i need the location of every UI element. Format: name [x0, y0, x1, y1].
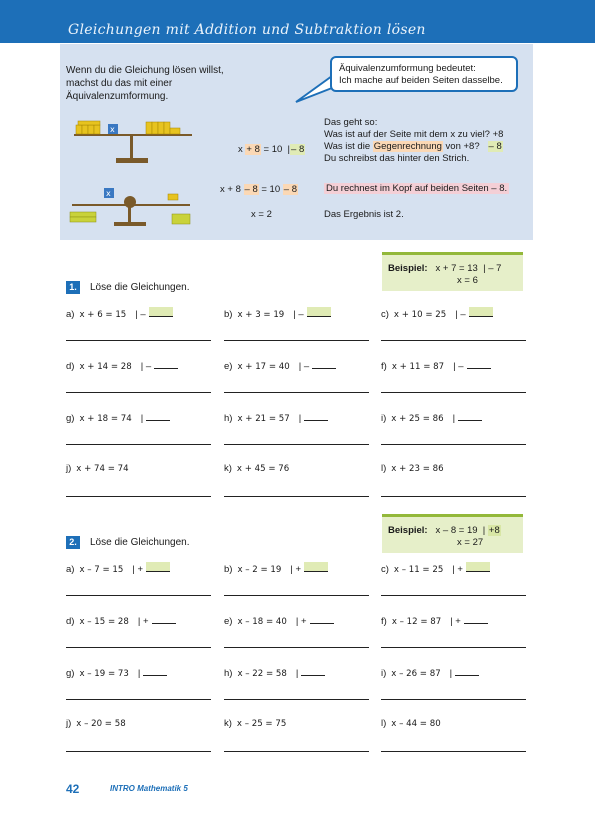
exercise-letter: i) [381, 413, 387, 424]
exercise-item [381, 307, 493, 320]
exercise-letter: d) [66, 361, 75, 372]
answer-blank[interactable] [143, 666, 167, 676]
exercise-item [381, 718, 441, 729]
balance-scale-icon [68, 118, 198, 166]
answer-blank[interactable] [154, 359, 178, 369]
exercise-item [224, 359, 336, 372]
svg-text:x: x [110, 125, 115, 134]
exercise-equation: x + 17 = 40 [237, 362, 290, 372]
answer-line[interactable] [66, 647, 211, 648]
exercise-operator: | [137, 668, 141, 679]
exercise-item [381, 614, 488, 627]
exercise-item [224, 718, 286, 729]
exercise-equation: x + 6 = 15 [79, 310, 127, 320]
exercise-equation: x – 25 = 75 [236, 719, 287, 729]
answer-line[interactable] [224, 392, 369, 393]
speech-bubble [330, 56, 518, 92]
exercise-item [66, 411, 170, 424]
task-number-badge: 1. [66, 281, 80, 294]
answer-blank[interactable] [310, 614, 334, 624]
exercise-item [224, 463, 289, 474]
exercise-operator: | + [450, 616, 461, 627]
answer-blank[interactable] [307, 307, 331, 317]
exercise-letter: h) [224, 668, 233, 679]
answer-blank[interactable] [464, 614, 488, 624]
intro-text [66, 64, 224, 103]
answer-line[interactable] [66, 444, 211, 445]
answer-line[interactable] [224, 595, 369, 596]
exercise-equation: x + 10 = 25 [393, 310, 447, 320]
exercise-letter: k) [224, 463, 232, 474]
exercise-operator: | + [132, 564, 144, 575]
answer-line[interactable] [381, 595, 526, 596]
answer-line[interactable] [224, 647, 369, 648]
exercise-letter: e) [224, 361, 233, 372]
exercise-equation: x + 14 = 28 [79, 362, 132, 372]
example-box-1: Beispiel: x + 7 = 13 | – 7 x = 6 [382, 252, 523, 291]
exercise-operator: | + [137, 616, 149, 627]
exercise-letter: g) [66, 668, 75, 679]
exercise-item [381, 562, 490, 575]
answer-blank[interactable] [469, 307, 493, 317]
answer-blank[interactable] [467, 359, 491, 369]
exercise-equation: x – 22 = 58 [237, 669, 287, 679]
answer-line[interactable] [381, 392, 526, 393]
answer-blank[interactable] [149, 307, 173, 317]
answer-line[interactable] [224, 751, 369, 752]
answer-line[interactable] [66, 496, 211, 497]
exercise-item [224, 411, 328, 424]
answer-blank[interactable] [466, 562, 490, 572]
answer-blank[interactable] [301, 666, 325, 676]
task-title: Löse die Gleichungen. [90, 282, 190, 293]
exercise-letter: f) [381, 616, 387, 627]
intro-explanation-calc: Du rechnest im Kopf auf beiden Seiten – 8. [326, 183, 508, 194]
book-title: INTRO Mathematik 5 [110, 784, 188, 793]
exercise-operator: | [295, 668, 299, 679]
exercise-operator: | [140, 413, 144, 424]
exercise-item [381, 666, 479, 679]
task-2-heading [66, 536, 190, 549]
balance-scale-result-icon [64, 184, 194, 234]
exercise-operator: | – [455, 309, 466, 320]
answer-line[interactable] [381, 699, 526, 700]
intro-explanation-result: Das Ergebnis ist 2. [324, 209, 404, 220]
exercise-operator: | + [290, 564, 302, 575]
exercise-equation: x – 15 = 28 [79, 617, 129, 627]
answer-line[interactable] [381, 340, 526, 341]
exercise-letter: i) [381, 668, 387, 679]
exercise-item [224, 307, 331, 320]
exercise-item [224, 562, 328, 575]
header-bar [0, 0, 595, 43]
exercise-letter: b) [224, 309, 233, 320]
exercise-equation: x + 45 = 76 [236, 464, 290, 474]
exercise-item [224, 614, 334, 627]
intro-line-1: Wenn du die Gleichung lösen willst, [66, 65, 224, 76]
exercise-letter: f) [381, 361, 387, 372]
svg-text:x: x [106, 189, 111, 198]
exercise-operator: | – [135, 309, 146, 320]
exercise-operator: | – [140, 361, 152, 372]
answer-blank[interactable] [146, 562, 170, 572]
exercise-equation: x + 21 = 57 [237, 414, 290, 424]
exercise-letter: h) [224, 413, 233, 424]
exercise-operator: | [449, 668, 453, 679]
intro-equation-1: x + 8 = 10 |– 8 [238, 144, 305, 155]
intro-equation-3: x = 2 [251, 209, 272, 220]
exercise-operator: | – [453, 361, 464, 372]
answer-blank[interactable] [304, 411, 328, 421]
exercise-equation: x – 12 = 87 [391, 617, 442, 627]
page-title: Gleichungen mit Addition und Subtraktion lösen [68, 22, 426, 38]
exercise-letter: b) [224, 564, 233, 575]
exercise-operator: | – [293, 309, 304, 320]
exercise-equation: x – 7 = 15 [79, 565, 124, 575]
page-number: 42 [66, 782, 80, 796]
answer-blank[interactable] [458, 411, 482, 421]
exercise-letter: c) [381, 564, 389, 575]
intro-line-2: machst du das mit einer [66, 78, 173, 89]
exercise-equation: x + 25 = 86 [391, 414, 444, 424]
answer-blank[interactable] [152, 614, 176, 624]
exercise-item [66, 562, 170, 575]
exercise-letter: j) [66, 718, 72, 729]
answer-line[interactable] [381, 496, 526, 497]
exercise-letter: j) [66, 463, 72, 474]
exercise-equation: x + 3 = 19 [237, 310, 285, 320]
answer-line[interactable] [381, 751, 526, 752]
bubble-line-1: Äquivalenzumformung bedeutet: [339, 63, 476, 74]
exercise-equation: x – 44 = 80 [391, 719, 441, 729]
exercise-letter: l) [381, 718, 387, 729]
bubble-line-2: Ich mache auf beiden Seiten dasselbe. [339, 75, 503, 86]
exercise-equation: x + 23 = 86 [391, 464, 444, 474]
exercise-item [224, 666, 325, 679]
intro-box [60, 44, 533, 240]
exercise-equation: x – 18 = 40 [237, 617, 287, 627]
task-title: Löse die Gleichungen. [90, 537, 190, 548]
exercise-letter: a) [66, 564, 75, 575]
exercise-item [66, 666, 167, 679]
answer-line[interactable] [66, 699, 211, 700]
exercise-item [381, 463, 444, 474]
exercise-operator: | + [452, 564, 463, 575]
answer-blank[interactable] [304, 562, 328, 572]
exercise-equation: x + 11 = 87 [391, 362, 445, 372]
exercise-item [66, 463, 129, 474]
exercise-letter: g) [66, 413, 75, 424]
exercise-letter: c) [381, 309, 389, 320]
exercise-item [381, 359, 491, 372]
exercise-item [66, 359, 178, 372]
example-box-2: Beispiel: x – 8 = 19 | +8 x = 27 [382, 514, 523, 553]
answer-line[interactable] [66, 595, 211, 596]
exercise-letter: e) [224, 616, 233, 627]
exercise-equation: x – 11 = 25 [393, 565, 444, 575]
task-number-badge: 2. [66, 536, 80, 549]
intro-equation-2: x + 8 – 8 = 10 – 8 [220, 184, 297, 195]
exercise-equation: x + 74 = 74 [76, 464, 129, 474]
exercise-operator: | – [298, 361, 310, 372]
exercise-operator: | + [295, 616, 307, 627]
answer-blank[interactable] [146, 411, 170, 421]
exercise-item [66, 307, 173, 320]
exercise-operator: | [452, 413, 456, 424]
exercise-item [66, 614, 176, 627]
exercise-equation: x – 20 = 58 [76, 719, 126, 729]
exercise-letter: k) [224, 718, 232, 729]
task-1-heading [66, 281, 190, 294]
answer-line[interactable] [66, 751, 211, 752]
exercise-item [381, 411, 482, 424]
exercise-equation: x – 2 = 19 [237, 565, 282, 575]
exercise-letter: a) [66, 309, 75, 320]
answer-line[interactable] [224, 496, 369, 497]
exercise-letter: d) [66, 616, 75, 627]
answer-line[interactable] [381, 647, 526, 648]
answer-blank[interactable] [455, 666, 479, 676]
exercise-operator: | [298, 413, 302, 424]
exercise-equation: x + 18 = 74 [79, 414, 132, 424]
answer-line[interactable] [381, 444, 526, 445]
answer-line[interactable] [66, 392, 211, 393]
intro-explanation: Das geht so: Was ist auf der Seite mit dem x zu viel? +8 Was ist die Gegenrechnung von +8? – 8 Du schreibst das hinter den Strich. [324, 117, 504, 164]
answer-line[interactable] [224, 444, 369, 445]
exercise-equation: x – 19 = 73 [79, 669, 129, 679]
intro-line-3: Äquivalenzumformung. [66, 91, 169, 102]
answer-line[interactable] [224, 699, 369, 700]
exercise-item [66, 718, 126, 729]
exercise-letter: l) [381, 463, 387, 474]
answer-blank[interactable] [312, 359, 336, 369]
answer-line[interactable] [66, 340, 211, 341]
answer-line[interactable] [224, 340, 369, 341]
exercise-equation: x – 26 = 87 [391, 669, 441, 679]
